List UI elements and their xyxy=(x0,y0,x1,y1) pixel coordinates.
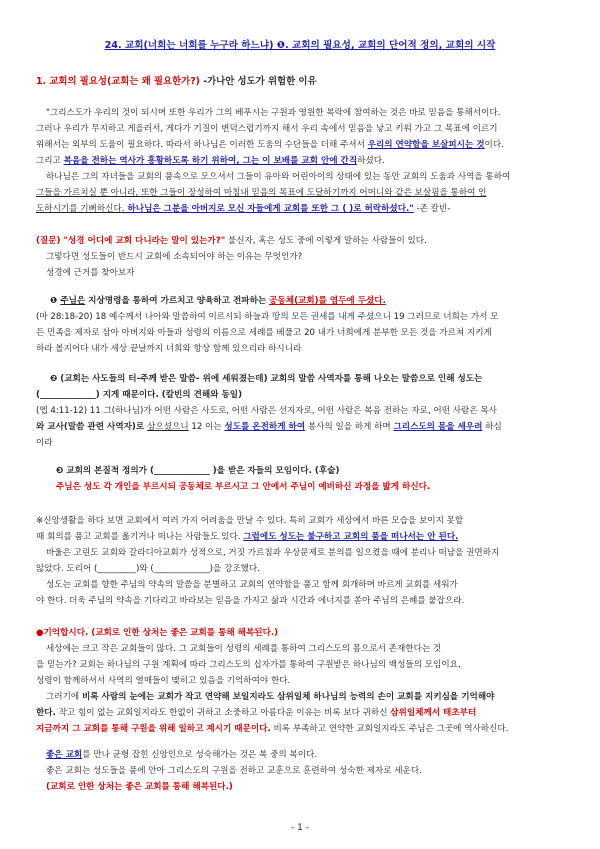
note-line: 않았다. 도리어 (_________)와 (_____________)을 강조했다. xyxy=(36,564,260,574)
remember-line: 성령이 함께하셔서 사역의 열매들이 맺히고 있음을 기억하여야 한다. xyxy=(36,676,291,686)
note-line: 때 회의를 품고 교회를 옮기거나 떠나는 사람들도 있다. 그럼에도 성도는 불구하고 교회의 품을 떠나서는 안 된다. xyxy=(36,532,459,542)
remember-heading: ●기억합시다. (교회로 인한 상처는 좋은 교회를 통해 해복된다.) xyxy=(36,628,279,638)
remember-line: 그러기에 비록 사람의 눈에는 교회가 작고 연약해 보일지라도 삼위일체 하나님의 능력의 손이 교회를 지키심을 기억해야 xyxy=(46,692,495,702)
scripture-line: 든 민족을 제자로 삼아 아버지와 아들과 성령의 이름으로 세례를 베풀고 20 내가 너희에게 분부한 모든 것을 가르쳐 지키게 xyxy=(36,328,492,338)
question-line: 성경에 근거를 찾아보자 xyxy=(46,268,135,278)
quote-line: 도하시기를 기뻐하신다. 하나님은 그분을 아버지로 모신 자들에게 교회를 또한 그 ( )로 허락하셨다." -존 칼빈- xyxy=(36,204,451,214)
remember-line: 좋은 교회는 성도들을 품에 안아 그리스도의 구원을 전하고 교훈으로 훈련하여 성숙한 제자로 세운다. xyxy=(46,766,422,776)
question-line: 그렇다면 성도들이 반드시 교회에 소속되어야 하는 이유는 무엇인가? xyxy=(46,252,303,262)
remember-line: 좋은 교회를 만나 균형 잡힌 신앙인으로 성숙해가는 것은 복 중의 복이다. xyxy=(46,750,318,760)
remember-line: 지금까지 그 교회를 통해 구원을 위해 일하고 계시기 때문이다. 비록 부족하고 연약한 교회일지라도 주님은 그곳에 역사하신다. xyxy=(36,724,509,734)
remember-closing: (교회로 인한 상처는 좋은 교회를 통해 해복된다.) xyxy=(46,782,233,792)
remember-line: 을 믿는가? 교회는 하나님의 구원 계획에 따라 그리스도의 십자가를 통하여 구원받은 하나님의 백성들의 모임이요, xyxy=(36,660,461,670)
page-title: 24. 교회(너희는 너희를 누구라 하느냐) ❶. 교회의 필요성, 교회의 단어적 정의, 교회의 시작 xyxy=(104,40,496,51)
point-3-heading: ❸ 교회의 본질적 정의가 (_____________ )을 받은 자들의 모임이다. (후술) xyxy=(56,466,340,476)
note-line: ※신앙생활을 하다 보면 교회에서 여러 가지 어려움을 만날 수 있다. 특히 교회가 세상에서 바른 모습을 보이지 못할 xyxy=(36,516,464,526)
quote-line: 하나님은 그의 자녀들을 교회의 품속으로 모으셔서 그들이 유아와 어린아이의 상태에 있는 동안 교회의 도움과 사역을 통하여 xyxy=(46,172,511,182)
remember-line: 한다. 작고 힘이 없는 교회일지라도 한없이 귀하고 소중하고 아름다운 이유는 비록 보다 귀하신 삼위일체께서 태초부터 xyxy=(36,708,477,718)
question-line: (질문) "성경 어디에 교회 다니라는 말이 있는가?" 불신자, 혹은 성도 중에 이렇게 말하는 사람들이 있다. xyxy=(36,236,427,246)
quote-line: 위해서는 외부의 도움이 필요하다. 따라서 하나님은 이러한 도움의 수단들을 더해 주셔서 우리의 연약함을 보살피시는 것이다. xyxy=(36,140,504,150)
section-heading xyxy=(36,76,317,87)
point-3-body: 주님은 성도 각 개인을 부르시되 공동체로 부르시고 그 안에서 주님이 예비하신 과정을 밟게 하신다. xyxy=(56,482,431,492)
quote-line: 그러나 우리가 무지하고 게을러서, 게다가 기질이 변덕스럽기까지 해서 우리 속에서 믿음을 낳고 키워 가고 그 목표에 이르기 xyxy=(36,124,498,134)
note-line: 야 한다. 더욱 주님의 약속을 기다리고 바라보는 믿음을 가지고 삶과 시간과 에너지를 쏟아 주님의 은혜를 붙잡으라. xyxy=(36,596,465,606)
scripture-line: (엡 4:11-12) 11 그(하나님)가 어떤 사람은 사도로, 어떤 사람은 선지자로, 어떤 사람은 복음 전하는 자로, 어떤 사람은 목사 xyxy=(36,406,497,416)
note-line: 성도는 교회를 향한 주님의 약속의 말씀을 분별하고 교회의 연약함을 품고 함께 회개하며 바르게 교회를 세워가 xyxy=(46,580,458,590)
note-line: 바울은 고린도 교회와 갈라디아교회가 성적으로, 거짓 가르침과 우상문제로 분의를 일으켰을 때에 분리나 떠남을 권면하지 xyxy=(46,548,500,558)
quote-line: 그리고 복음을 전하는 역사가 흥황하도록 하기 위하여, 그는 이 보배를 교회 안에 간직하셨다. xyxy=(36,156,385,166)
remember-line: 세상에는 크고 작은 교회들이 많다. 그 교회들이 성령의 세례를 통하여 그리스도의 몸으로서 존재한다는 것 xyxy=(46,644,442,654)
point-1-heading: ❶ 주님은 지상명령을 통하여 가르치고 양육하고 전파하는 공동체(교회)를 염두에 두셨다. xyxy=(50,296,386,306)
scripture-line: 와 교사(말씀 관련 사역자)로 삼으셨으니 12 이는 성도를 온전하게 하여 봉사의 일을 하게 하며 그리스도의 몸을 세우려 하심 xyxy=(36,422,502,432)
point-2-heading: ❷ (교회는 사도들의 터-주께 받은 말씀- 위에 세워졌는데) 교회의 말씀 사역자를 통해 나오는 말씀으로 인해 성도는 xyxy=(50,374,483,384)
section-heading-sub: -가나안 성도가 위험한 이유 xyxy=(199,76,317,87)
quote-line: 그들을 가르치실 뿐 아니라, 또한 그들이 장성하여 마침내 믿음의 목표에 도달하기까지 어머니와 같은 보살핌을 통하여 인 xyxy=(36,188,487,198)
section-heading-main: 1. 교회의 필요성(교회는 왜 필요한가?) xyxy=(36,76,200,87)
point-2-heading: (_____________) 지게 때문이다. (칼빈의 견해와 동일) xyxy=(36,390,243,400)
page-number: - 1 - xyxy=(291,823,309,833)
scripture-line: 이라 xyxy=(36,438,53,448)
scripture-line: (마 28:18-20) 18 예수께서 나아와 말씀하여 이르시되 하늘과 땅의 모든 권세를 내게 주셨으니 19 그러므로 너희는 가서 모 xyxy=(36,312,499,322)
scripture-line: 하라 볼지어다 내가 세상 끝날까지 너희와 항상 함께 있으리라 하시니라 xyxy=(36,344,302,354)
quote-line: "그리스도가 우리의 것이 되시며 또한 우리가 그의 베푸시는 구원과 영원한 복락에 참여하는 것은 바로 믿음을 통해서이다. xyxy=(46,108,501,118)
quote-author: -존 칼빈- xyxy=(413,204,451,214)
